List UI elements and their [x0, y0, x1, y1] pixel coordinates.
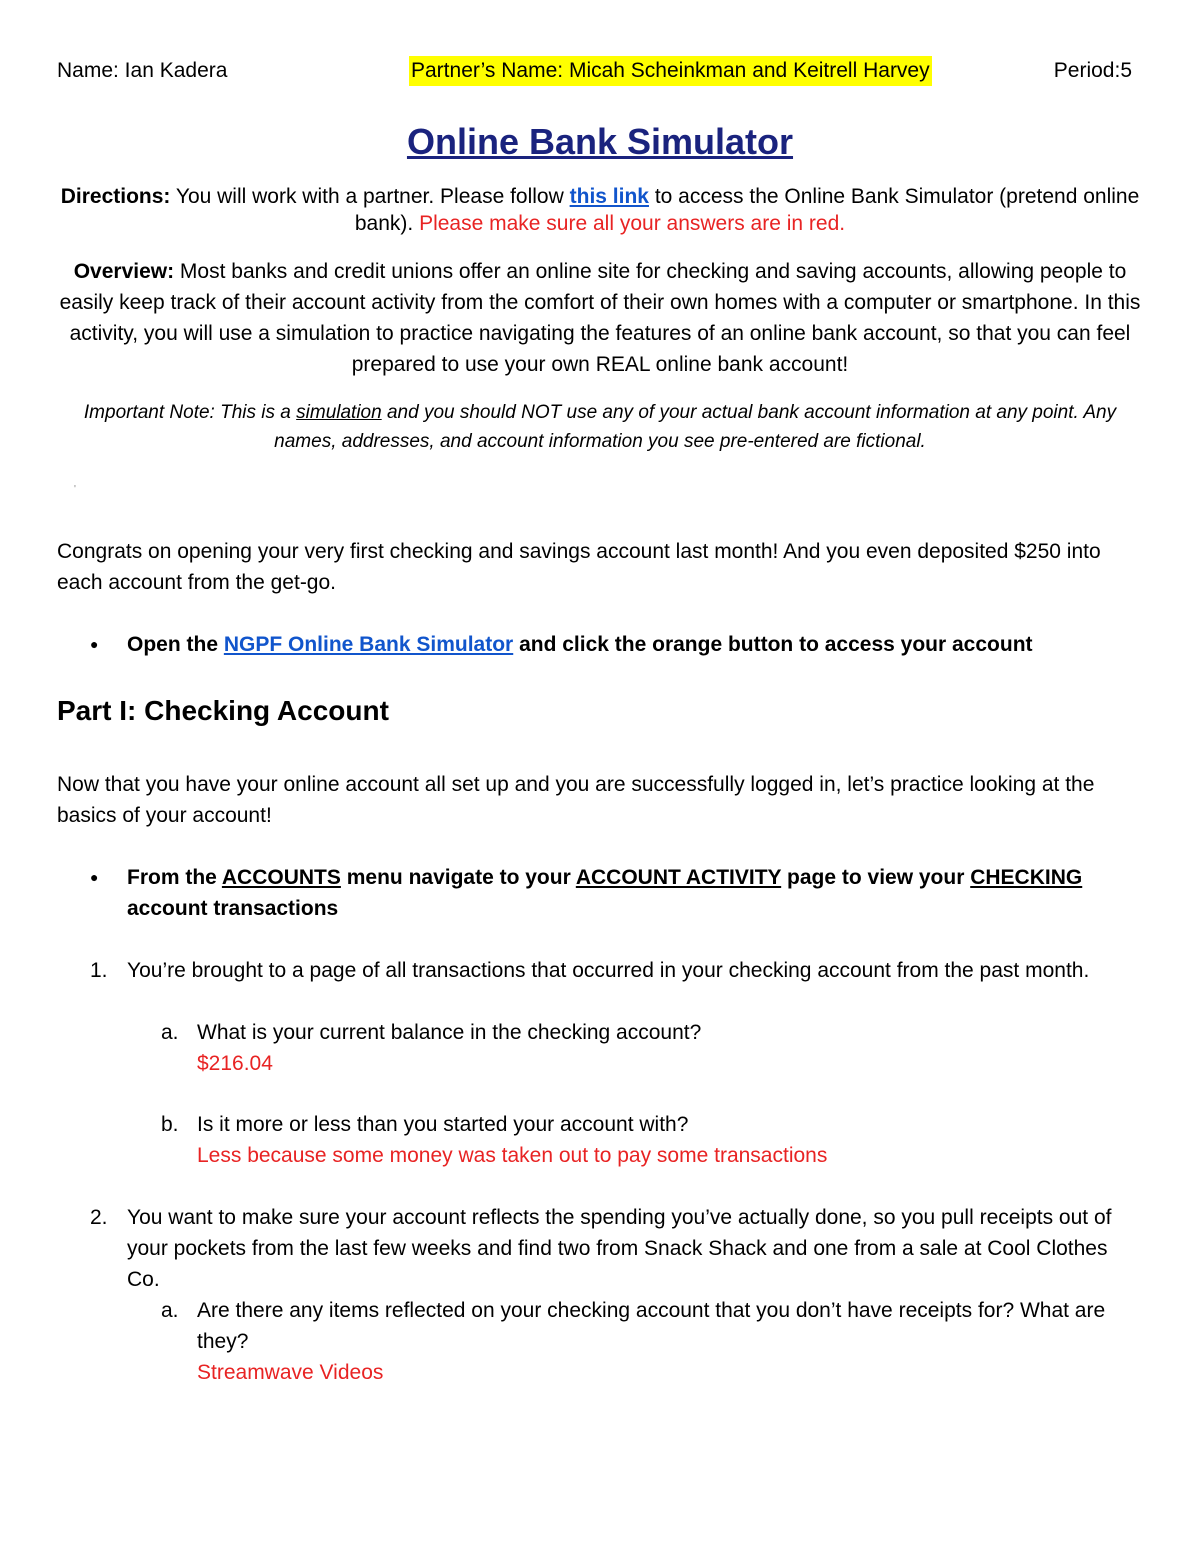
sub-question-text: Are there any items reflected on your checking account that you don’t have receipts for? What are they? — [197, 1299, 1106, 1353]
question-number: 2. — [90, 1206, 108, 1229]
question-text: You want to make sure your account reflects the spending you’ve actually done, so you pull receipts out of your pockets from the last few weeks and find two from Snack Shack and one from a sale at Cool Clothes Co. — [127, 1206, 1112, 1291]
bullet-dot-icon: ● — [90, 869, 99, 885]
part1-intro: Now that you have your online account all set up and you are successfully logged in, let’s practice looking at the basics of your account! — [57, 773, 1095, 827]
header-row — [57, 56, 1143, 86]
bullet2-t3: page to view your — [781, 866, 971, 889]
note-underlined: simulation — [296, 402, 382, 423]
sub-question-text: What is your current balance in the checking account? — [197, 1021, 702, 1044]
directions-label: Directions: — [60, 185, 171, 208]
part1-heading: Part I: Checking Account — [57, 695, 389, 726]
page-title: Online Bank Simulator — [406, 121, 794, 162]
sub-question-label: a. — [161, 1021, 179, 1044]
overview-paragraph — [57, 256, 1143, 380]
directions-text-after: to access the Online Bank Simulator (pretend online bank). — [354, 185, 1140, 235]
congrats-paragraph: Congrats on opening your very first checking and savings account last month! And you even deposited $250 into each account from the get-go. — [57, 540, 1101, 594]
directions-red-text: Please make sure all your answers are in red. — [419, 212, 846, 235]
bullet2-t4: account transactions — [127, 897, 339, 920]
directions-text-before: You will work with a partner. Please follow — [170, 185, 570, 208]
ngpf-simulator-link[interactable]: NGPF Online Bank Simulator — [223, 633, 514, 656]
bullet1-after: and click the orange button to access your account — [513, 633, 1033, 656]
bullet2-t1: From the — [127, 866, 222, 889]
answer-text: $216.04 — [197, 1052, 273, 1075]
question-text: You’re brought to a page of all transactions that occurred in your checking account from the past month. — [127, 959, 1090, 982]
bullet2-checking: CHECKING — [970, 866, 1083, 889]
note-after: and you should NOT use any of your actual bank account information at any point. Any names, addresses, and account information you see pre-entered are fictional. — [274, 402, 1117, 452]
this-link[interactable]: this link — [569, 185, 649, 208]
directions-paragraph — [57, 183, 1143, 237]
sub-question-text: Is it more or less than you started your account with? — [197, 1113, 689, 1136]
overview-text: Most banks and credit unions offer an online site for checking and saving accounts, allowing people to easily keep track of their account activity from the comfort of their own homes with a computer or smartphone. In this activity, you will use a simulation to practice navigating the features of an online bank account, so that you can feel prepared to use your own REAL online bank account! — [59, 260, 1141, 376]
bullet2-account-activity: ACCOUNT ACTIVITY — [575, 866, 782, 889]
bullet-dot-icon: ● — [90, 636, 99, 652]
bullet2-t2: menu navigate to your — [340, 866, 576, 889]
sub-question-label: b. — [161, 1113, 179, 1136]
student-name: Name: Ian Kadera — [57, 59, 228, 82]
note-before: Important Note: This is a — [83, 402, 297, 423]
stray-mark: ' — [74, 484, 76, 495]
class-period: Period:5 — [1053, 59, 1132, 82]
question-number: 1. — [90, 959, 108, 982]
important-note — [57, 398, 1143, 456]
partner-names: Partner’s Name: Micah Scheinkman and Keitrell Harvey — [409, 56, 932, 86]
sub-question-label: a. — [161, 1299, 179, 1322]
bullet1-before: Open the — [127, 633, 224, 656]
overview-label: Overview: — [73, 260, 175, 283]
answer-text: Streamwave Videos — [197, 1361, 384, 1384]
bullet2-accounts: ACCOUNTS — [221, 866, 341, 889]
answer-text: Less because some money was taken out to pay some transactions — [197, 1144, 828, 1167]
